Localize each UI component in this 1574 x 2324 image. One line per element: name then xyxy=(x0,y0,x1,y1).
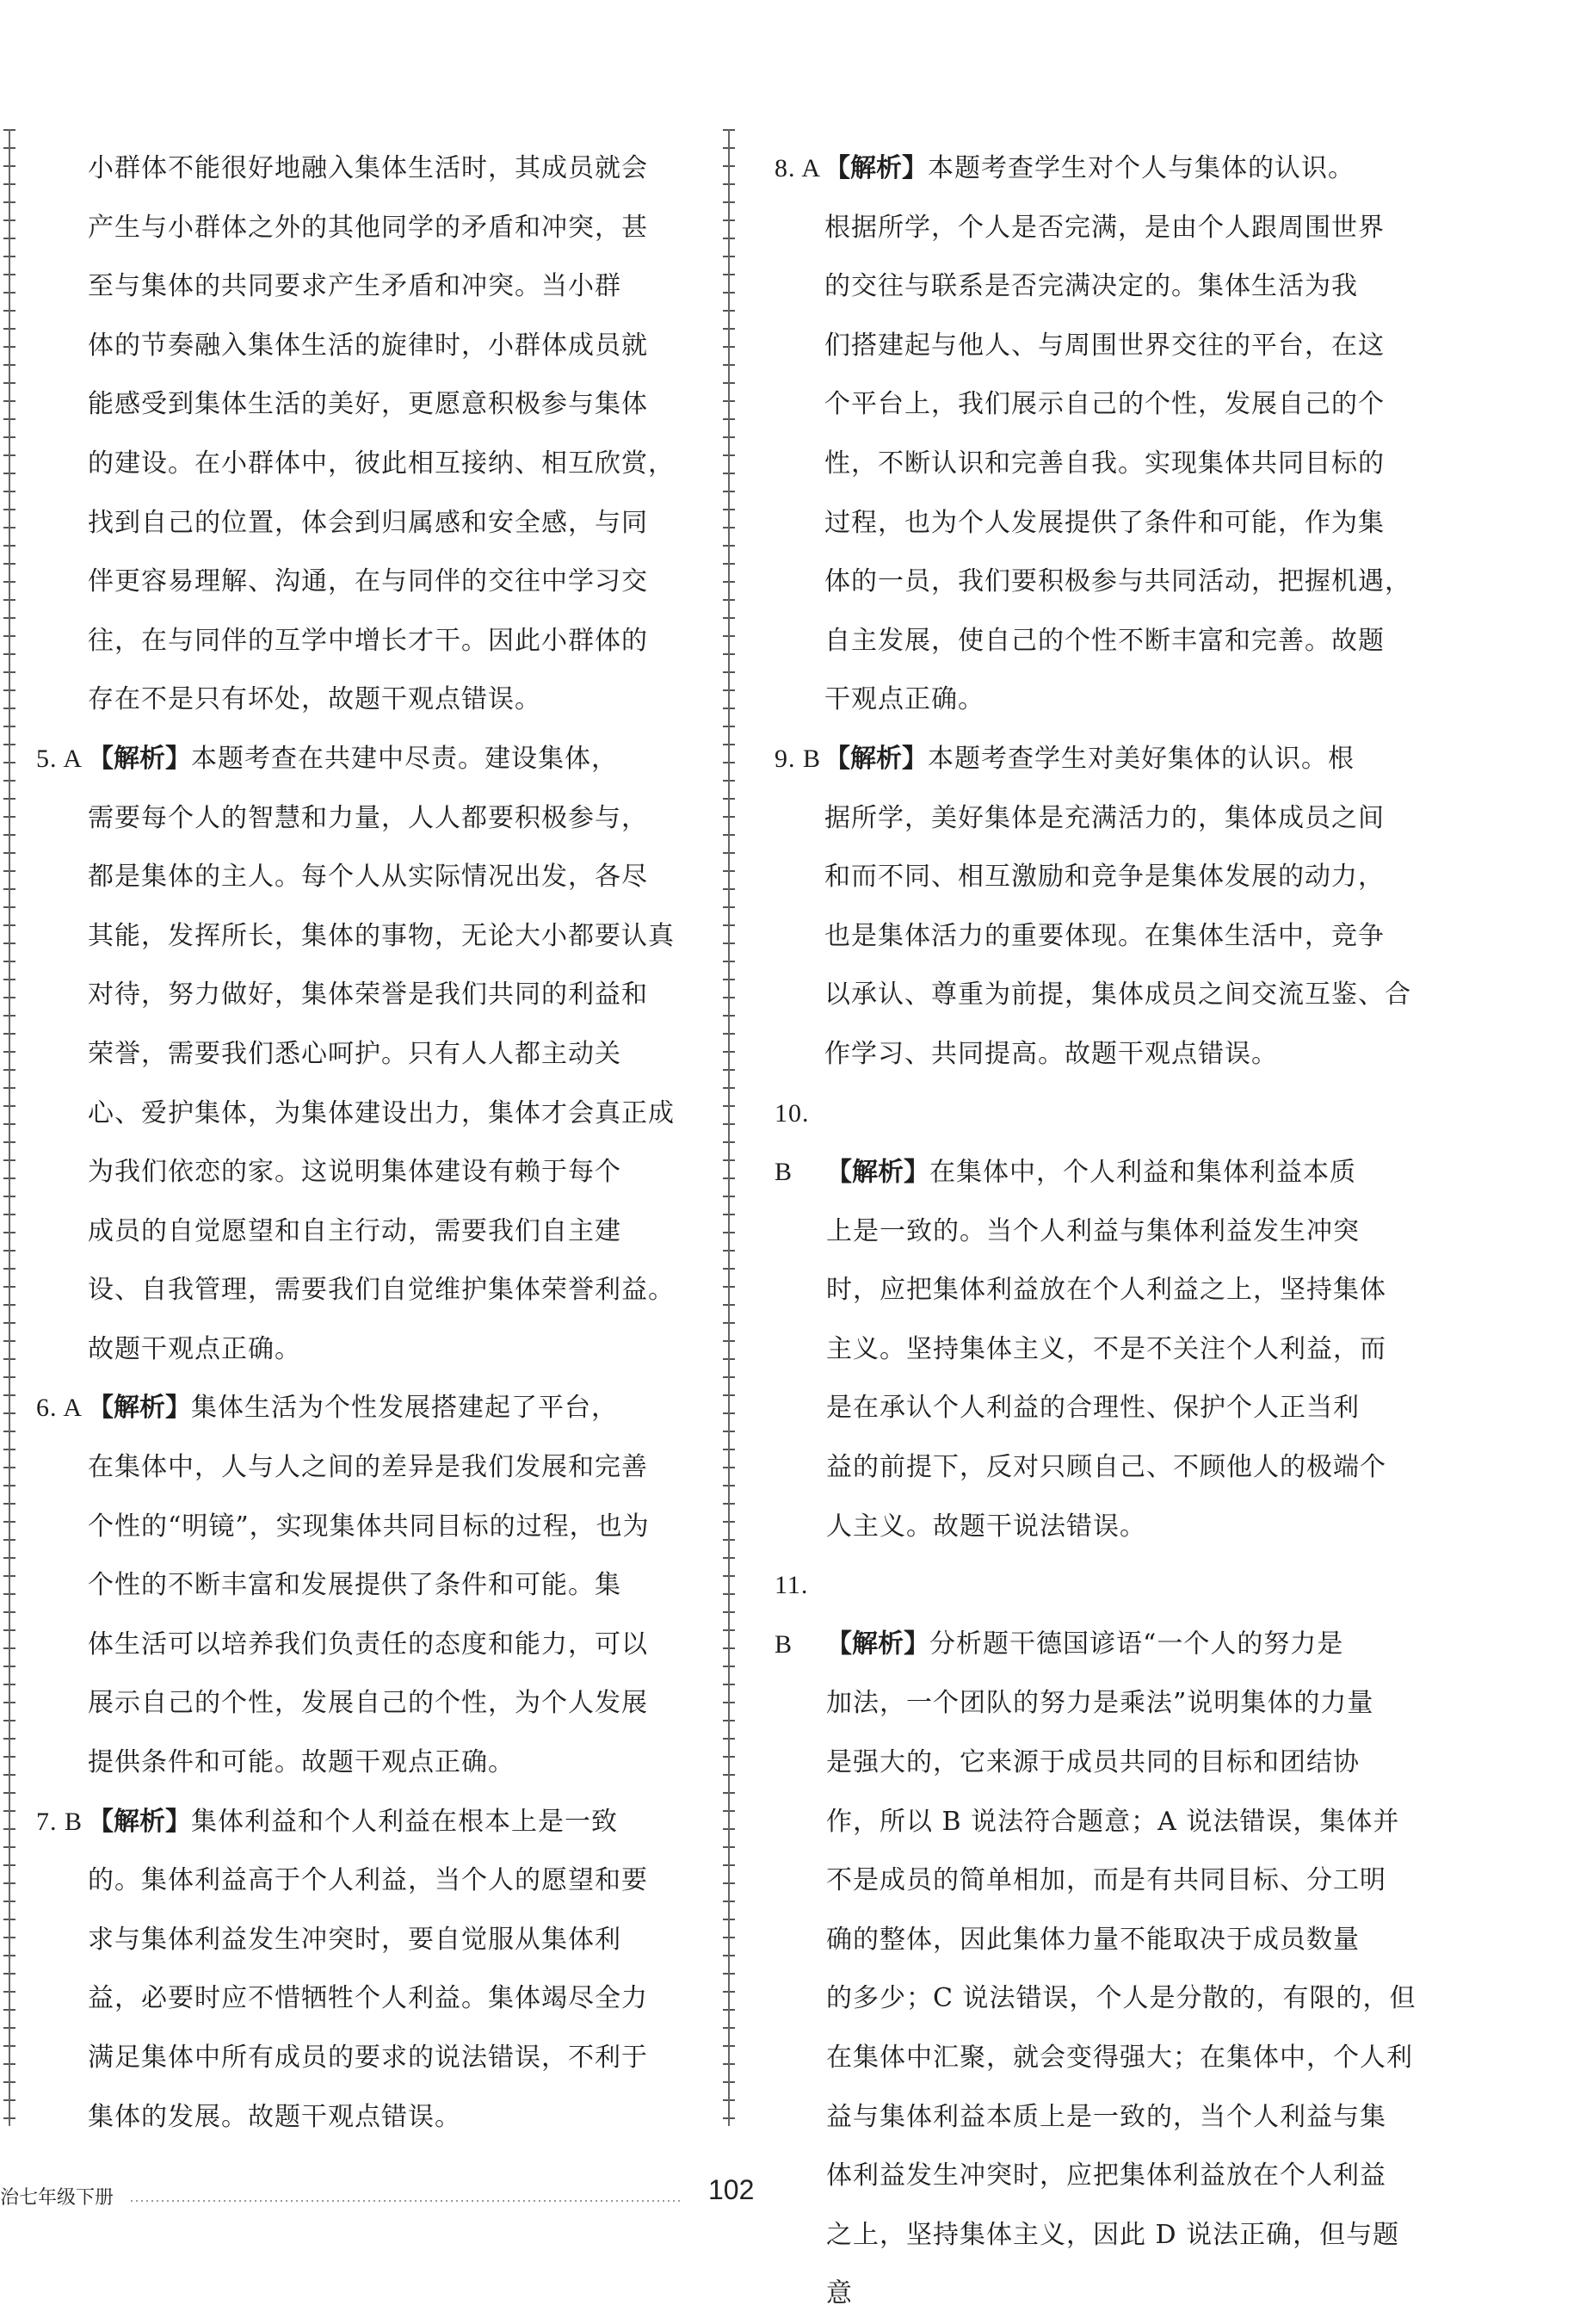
column-divider-guide xyxy=(723,129,735,2126)
question-number: 10. B xyxy=(775,1098,810,1187)
text-line: 心、爱护集体，为集体建设出力，集体才会真正成 xyxy=(88,1097,675,1128)
text-line: 和而不同、相互激励和竞争是集体发展的动力， xyxy=(824,862,1385,893)
question-number: 6. A xyxy=(36,1394,83,1423)
question-number: 7. B xyxy=(36,1807,83,1836)
text-line: 展示自己的个性，发展自己的个性，为个人发展 xyxy=(88,1688,648,1719)
text-line: 体利益发生冲突时，应把集体利益放在个人利益 xyxy=(826,2160,1386,2191)
text-line: 个性的“明镜”，实现集体共同目标的过程，也为 xyxy=(88,1511,650,1542)
text-line: 不是成员的简单相加，而是有共同目标、分工明 xyxy=(826,1865,1386,1896)
answer-first-line xyxy=(775,1556,1420,1674)
question-number: 8. A xyxy=(775,154,822,182)
analysis-tag: 【解析】 xyxy=(826,1157,929,1188)
text-line: 确的整体，因此集体力量不能取决于成员数量 xyxy=(826,1924,1360,1955)
analysis-tag: 【解析】 xyxy=(88,1393,191,1424)
answer-text: 分析题干德国谚语“一个人的努力是 xyxy=(929,1629,1344,1660)
text-line: 存在不是只有坏处，故题干观点错误。 xyxy=(88,684,541,715)
analysis-tag: 【解析】 xyxy=(88,743,191,774)
text-line: 都是集体的主人。每个人从实际情况出发，各尽 xyxy=(88,862,648,893)
analysis-tag: 【解析】 xyxy=(826,1629,929,1660)
answer-text: 在集体中，个人利益和集体利益本质 xyxy=(929,1157,1356,1188)
answer-text: 本题考查学生对个人与集体的认识。 xyxy=(928,153,1355,183)
text-line: 在集体中，人与人之间的差异是我们发展和完善 xyxy=(88,1452,648,1483)
text-line: 的建设。在小群体中，彼此相互接纳、相互欣赏， xyxy=(88,448,675,479)
text-line: 故题干观点正确。 xyxy=(88,1333,301,1364)
text-line: 产生与小群体之外的其他同学的矛盾和冲突，甚 xyxy=(88,212,648,243)
answer-text: 集体生活为个性发展搭建起了平台， xyxy=(191,1393,618,1424)
text-line: 至与集体的共同要求产生矛盾和冲突。当小群 xyxy=(88,271,621,302)
answer-text: 集体利益和个人利益在根本上是一致 xyxy=(191,1806,618,1837)
text-line: 找到自己的位置，体会到归属感和安全感，与同 xyxy=(88,507,648,538)
text-line: 干观点正确。 xyxy=(824,684,985,715)
text-line: 个平台上，我们展示自己的个性，发展自己的个 xyxy=(824,389,1385,420)
answer-first-line xyxy=(36,1379,695,1438)
question-number: 9. B xyxy=(775,744,822,773)
text-line: 伴更容易理解、沟通，在与同伴的交往中学习交 xyxy=(88,566,648,597)
text-line: 在集体中汇聚，就会变得强大；在集体中，个人利 xyxy=(826,2043,1413,2073)
analysis-tag: 【解析】 xyxy=(88,1806,191,1837)
text-line: 个性的不断丰富和发展提供了条件和可能。集 xyxy=(88,1570,621,1601)
text-line: 的多少；C 说法错误，个人是分散的，有限的，但 xyxy=(826,1983,1417,2014)
text-line: 之上，坚持集体主义，因此 D 说法正确，但与题意 xyxy=(826,2219,1400,2309)
answer-first-line xyxy=(775,730,1420,789)
text-line: 其能，发挥所长，集体的事物，无论大小都要认真 xyxy=(88,920,675,951)
text-line: 以承认、尊重为前提，集体成员之间交流互鉴、合 xyxy=(824,980,1411,1011)
text-line: 根据所学，个人是否完满，是由个人跟周围世界 xyxy=(824,212,1385,243)
answer-item xyxy=(36,1379,695,1792)
text-line: 作学习、共同提高。故题干观点错误。 xyxy=(824,1038,1278,1069)
answer-item xyxy=(36,730,695,1380)
answer-first-line xyxy=(36,1793,695,1852)
answer-text: 本题考查学生对美好集体的认识。根 xyxy=(928,743,1355,774)
answer-first-line xyxy=(775,139,1420,199)
text-line: 往，在与同伴的互学中增长才干。因此小群体的 xyxy=(88,625,648,656)
text-line: 小群体不能很好地融入集体生活时，其成员就会 xyxy=(88,153,648,183)
text-line: 为我们依恋的家。这说明集体建设有赖于每个 xyxy=(88,1157,621,1188)
continuation-paragraph xyxy=(52,139,695,730)
answer-first-line xyxy=(36,730,695,789)
text-line: 是在承认个人利益的合理性、保护个人正当利 xyxy=(826,1393,1360,1424)
page-number: 102 xyxy=(708,2174,755,2205)
text-line: 益与集体利益本质上是一致的，当个人利益与集 xyxy=(826,2101,1386,2132)
text-line: 集体的发展。故题干观点错误。 xyxy=(88,2101,461,2132)
text-line: 提供条件和可能。故题干观点正确。 xyxy=(88,1747,515,1778)
answer-first-line xyxy=(775,1085,1420,1202)
text-line: 的交往与联系是否完满决定的。集体生活为我 xyxy=(824,271,1358,302)
text-line: 也是集体活力的重要体现。在集体生活中，竞争 xyxy=(824,920,1385,951)
answer-item xyxy=(36,1793,695,2148)
text-line: 作，所以 B 说法符合题意；A 说法错误，集体并 xyxy=(826,1806,1400,1837)
answer-item xyxy=(775,139,1420,730)
text-line: 主义。坚持集体主义，不是不关注个人利益，而 xyxy=(826,1333,1386,1364)
footer-book-label: 治七年级下册 xyxy=(0,2187,114,2209)
analysis-tag: 【解析】 xyxy=(824,743,928,774)
text-line: 是强大的，它来源于成员共同的目标和团结协 xyxy=(826,1747,1360,1778)
text-line: 加法，一个团队的努力是乘法”说明集体的力量 xyxy=(826,1688,1374,1719)
text-line: 需要每个人的智慧和力量，人人都要积极参与， xyxy=(88,802,648,833)
text-line: 体生活可以培养我们负责任的态度和能力，可以 xyxy=(88,1629,648,1660)
left-column xyxy=(36,139,695,2147)
right-question-list xyxy=(775,139,1420,2324)
text-line: 上是一致的。当个人利益与集体利益发生冲突 xyxy=(826,1215,1360,1246)
answer-item xyxy=(775,1556,1420,2324)
left-question-list xyxy=(36,730,695,2147)
analysis-tag: 【解析】 xyxy=(824,153,928,183)
text-line: 人主义。故题干说法错误。 xyxy=(826,1511,1146,1542)
text-line: 时，应把集体利益放在个人利益之上，坚持集体 xyxy=(826,1275,1386,1306)
text-line: 设、自我管理，需要我们自觉维护集体荣誉利益。 xyxy=(88,1275,675,1306)
text-line: 满足集体中所有成员的要求的说法错误，不利于 xyxy=(88,2043,648,2073)
text-line: 益，必要时应不惜牺牲个人利益。集体竭尽全力 xyxy=(88,1983,648,2014)
text-line: 自主发展，使自己的个性不断丰富和完善。故题 xyxy=(824,625,1385,656)
text-line: 的。集体利益高于个人利益，当个人的愿望和要 xyxy=(88,1865,648,1896)
text-line: 性，不断认识和完善自我。实现集体共同目标的 xyxy=(824,448,1385,479)
text-line: 求与集体利益发生冲突时，要自觉服从集体利 xyxy=(88,1924,621,1955)
text-line: 荣誉，需要我们悉心呵护。只有人人都主动关 xyxy=(88,1038,621,1069)
left-margin-guide xyxy=(3,129,15,2126)
text-line: 对待，努力做好，集体荣誉是我们共同的利益和 xyxy=(88,980,648,1011)
question-number: 5. A xyxy=(36,744,83,773)
text-line: 们搭建起与他人、与周围世界交往的平台，在这 xyxy=(824,330,1385,361)
question-number: 11. B xyxy=(775,1571,809,1659)
text-line: 益的前提下，反对只顾自己、不顾他人的极端个 xyxy=(826,1452,1386,1483)
text-line: 成员的自觉愿望和自主行动，需要我们自主建 xyxy=(88,1215,621,1246)
text-line: 据所学，美好集体是充满活力的，集体成员之间 xyxy=(824,802,1385,833)
answer-item xyxy=(775,730,1420,1085)
right-column xyxy=(775,139,1420,2324)
text-line: 体的节奏融入集体生活的旋律时，小群体成员就 xyxy=(88,330,648,361)
answer-item xyxy=(775,1085,1420,1557)
footer-dotted-rule xyxy=(131,2200,682,2202)
text-line: 过程，也为个人发展提供了条件和可能，作为集 xyxy=(824,507,1385,538)
answer-text: 本题考查在共建中尽责。建设集体， xyxy=(191,743,618,774)
text-line: 能感受到集体生活的美好，更愿意积极参与集体 xyxy=(88,389,648,420)
text-line: 体的一员，我们要积极参与共同活动，把握机遇， xyxy=(824,566,1411,597)
